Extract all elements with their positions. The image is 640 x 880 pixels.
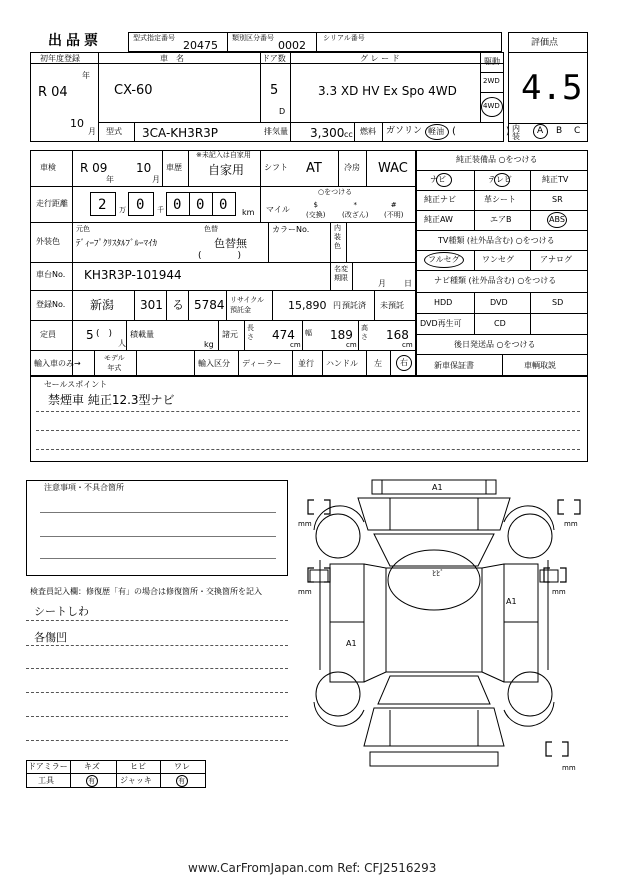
load-label: 積載量: [130, 330, 154, 339]
recycle-unpaid: 未預託: [380, 301, 404, 310]
car-name: CX-60: [114, 83, 153, 98]
meter-note: ○をつける: [318, 188, 353, 196]
legend-tools-have: 有: [88, 777, 95, 785]
notes-line1: シートしわ: [34, 605, 89, 618]
damage-mark: ﾋﾋﾞ: [432, 569, 444, 578]
capacity-unit: 人: [118, 339, 126, 348]
capacity-label: 定員: [40, 330, 56, 339]
navi-sd: SD: [552, 298, 564, 307]
equip-sr: SR: [552, 195, 563, 204]
recycle-label: リサイクル 預託金: [230, 296, 265, 314]
mm-label-rear: mm: [562, 764, 576, 772]
mileage-digit: 0: [173, 197, 182, 213]
ac-label: 冷房: [344, 163, 360, 172]
genuine-label: 純正装備品 ○をつける: [456, 155, 538, 164]
equip-airbag: エアB: [490, 215, 512, 224]
fuel-other-paren: ( ): [452, 126, 510, 137]
legend-jack: ジャッキ: [120, 776, 152, 785]
type-num-box: [128, 32, 228, 52]
serial-box: [316, 32, 502, 52]
width-label: 幅: [305, 329, 312, 337]
model-year-label: モデル 年式: [104, 354, 125, 372]
km-unit: km: [242, 208, 255, 217]
car-diagram: [290, 470, 600, 810]
ac-value: WAC: [378, 161, 408, 176]
sales-label: セールスポイント: [44, 380, 108, 389]
equip-navi: ナビ: [430, 175, 446, 184]
fuel-gasoline: ガソリン: [386, 126, 423, 136]
class-num-label: 類別区分番号: [232, 34, 274, 42]
notes-label: 注意事項・不具合箇所: [44, 483, 124, 492]
first-reg-month: 10: [70, 117, 84, 130]
equip-abs: ABS: [549, 215, 565, 224]
navi-label: ナビ種類 (社外品含む) ○をつける: [434, 276, 557, 285]
name-change-label: 名変期限: [334, 265, 348, 282]
first-reg-label: 初年度登録: [40, 54, 80, 63]
tv-label: TV種類 (社外品含む) ○をつける: [438, 236, 555, 245]
doors-value: 5: [270, 83, 279, 98]
interior-grade-a: A: [537, 126, 544, 136]
mileage-digit: 0: [219, 197, 228, 213]
meter-tampered: * (改ざん): [342, 201, 369, 219]
chassis-label: 車台No.: [36, 270, 66, 279]
fuel-label: 燃料: [360, 127, 376, 136]
model-label: 型式: [106, 127, 122, 136]
import-parallel: 並行: [298, 359, 314, 368]
capacity-value: 5: [86, 328, 94, 342]
score-value: 4.5: [521, 68, 583, 108]
width-value: 189: [330, 328, 353, 342]
capacity-paren: ( ): [96, 329, 113, 339]
orig-color-label: 元色: [76, 225, 90, 233]
notes-line2: 各傷凹: [34, 631, 67, 644]
navi-hdd: HDD: [434, 298, 453, 307]
meter-exchanged: $ (交換): [306, 201, 326, 219]
navi-dvd: DVD: [490, 298, 508, 307]
fuel-diesel: 軽油: [428, 127, 444, 136]
recycle-paid: 預託済: [342, 301, 366, 310]
import-label: 輸入車のみ→: [34, 359, 81, 368]
mileage-digits: [90, 192, 270, 218]
mileage-digit: 2: [98, 197, 107, 213]
inspection-month: 10: [136, 161, 152, 175]
recycle-value: 15,890: [288, 299, 327, 312]
equip-tv: テレビ: [488, 175, 512, 184]
dims-label: 諸元: [222, 330, 238, 339]
inspector-label: 検査員記入欄：修復歴「有」の場合は修復箇所・交換箇所を記入: [30, 587, 262, 596]
reg-class: 301: [140, 298, 163, 312]
drive-2wd: 2WD: [483, 77, 500, 85]
first-reg-year-unit: 年: [82, 71, 90, 80]
usage-note: ※未記入は自家用: [196, 151, 251, 159]
score-label: 評価点: [531, 38, 559, 48]
handle-right: 右: [400, 358, 408, 367]
reg-num: 5784: [194, 298, 225, 312]
name-change-day: 日: [404, 279, 412, 288]
type-num-value: 20475: [183, 39, 218, 52]
form-title: 出品票: [48, 33, 102, 49]
meter-unknown: # (不明): [384, 201, 404, 219]
mm-label-mirror-right: mm: [552, 588, 566, 596]
legend-hibi: ヒビ: [130, 762, 146, 771]
inspection-month-unit: 月: [152, 175, 160, 184]
grade-value: 3.3 XD HV Ex Spo 4WD: [318, 84, 457, 98]
equip-genuine-navi: 純正ナビ: [424, 195, 456, 204]
interior-label: 内装: [512, 124, 520, 141]
recycle-unit: 円: [333, 301, 341, 310]
drive-4wd: 4WD: [483, 102, 500, 110]
first-reg-month-unit: 月: [88, 127, 96, 136]
reg-label: 登録No.: [36, 300, 66, 309]
mileage-digit: 0: [136, 197, 145, 213]
tv-oneseg: ワンセグ: [482, 255, 514, 264]
handle-label: ハンドル: [326, 359, 358, 368]
length-value: 474: [272, 328, 295, 342]
inspection-year-unit: 年: [106, 175, 114, 184]
displacement-value: 3,300: [310, 126, 345, 140]
damage-mark: A1: [506, 597, 517, 606]
color-change-label: 色替: [204, 225, 218, 233]
height-label: 高さ: [361, 324, 368, 341]
navi-cd: CD: [494, 319, 506, 328]
color-label: 外装色: [36, 237, 60, 246]
inspection-era: R 09: [80, 161, 108, 175]
legend-jack-have: 有: [178, 777, 185, 785]
reg-area: 新潟: [90, 298, 115, 312]
usage-value: 自家用: [208, 163, 245, 177]
first-reg-era: R 04: [38, 85, 68, 100]
length-label: 長さ: [247, 324, 254, 341]
later-warranty: 新車保証書: [434, 361, 474, 370]
import-dealer: ディーラー: [242, 359, 282, 368]
navi-dvd-play: DVD再生可: [420, 319, 462, 328]
color-change-value: 色替無: [214, 237, 247, 250]
height-value: 168: [386, 328, 409, 342]
mm-label-front-right: mm: [564, 520, 578, 528]
length-unit: cm: [290, 341, 301, 349]
footer-watermark: www.CarFromJapan.com Ref: CFJ2516293: [188, 861, 437, 875]
inspection-label: 車検: [40, 163, 56, 172]
sales-text: 禁煙車 純正12.3型ナビ: [48, 393, 175, 407]
meter-label: マイル: [266, 205, 290, 214]
shift-value: AT: [306, 161, 322, 176]
mm-label-mirror-left: mm: [298, 588, 312, 596]
reg-kana: る: [172, 298, 185, 312]
drive-label: 駆動: [484, 57, 500, 66]
handle-left: 左: [374, 359, 382, 368]
later-label: 後日発送品 ○をつける: [454, 340, 536, 349]
equip-genuine-aw: 純正AW: [424, 215, 453, 224]
height-unit: cm: [402, 341, 413, 349]
shift-label: シフト: [264, 163, 288, 172]
name-change-month: 月: [378, 279, 386, 288]
notes-box: [26, 480, 288, 576]
interior-grade-c: C: [574, 126, 581, 136]
mileage-man-unit: 万: [119, 206, 126, 214]
damage-mark: A1: [432, 483, 443, 492]
orig-color-value: ﾃﾞｨｰﾌﾟｸﾘｽﾀﾙﾌﾞﾙｰﾏｲｶ: [76, 239, 158, 249]
tv-analog: アナログ: [540, 255, 572, 264]
interior-grade-b: B: [556, 126, 563, 136]
width-unit: cm: [346, 341, 357, 349]
usage-label: 車歴: [166, 163, 182, 172]
displacement-unit: cc: [344, 130, 353, 139]
serial-label: シリアル番号: [323, 34, 365, 42]
class-num-box: [227, 32, 317, 52]
name-label: 車 名: [160, 54, 184, 63]
mm-label-front-left: mm: [298, 520, 312, 528]
doors-label: ドア数: [262, 54, 286, 63]
color-code-label: カラーNo.: [272, 225, 310, 234]
type-num-label: 型式指定番号: [133, 34, 175, 42]
equip-genuine-tv: 純正TV: [542, 175, 569, 184]
interior-color-label: 内装色: [334, 224, 341, 250]
mileage-sen-unit: 千: [157, 206, 164, 214]
model-value: 3CA-KH3R3P: [142, 126, 219, 140]
class-num-value: 0002: [278, 39, 306, 52]
import-type-label: 輸入区分: [198, 359, 230, 368]
load-unit: kg: [204, 340, 214, 349]
chassis-value: KH3R3P-101944: [84, 268, 182, 282]
legend-ware: ワレ: [174, 762, 190, 771]
legend-mirror: ドアミラー: [28, 762, 68, 771]
equip-leather: 革シート: [484, 195, 516, 204]
color-change-paren: ( ): [198, 251, 242, 261]
damage-mark: A1: [346, 639, 357, 648]
mileage-digit: 0: [196, 197, 205, 213]
mileage-label: 走行距離: [36, 199, 68, 208]
interior-grade-row: [508, 122, 588, 142]
legend-tools: 工具: [38, 776, 54, 785]
later-manual: 車輌取説: [524, 361, 556, 370]
tv-fullseg: フルセグ: [428, 255, 460, 264]
grade-label: グ レ ー ド: [360, 54, 400, 63]
doors-suffix: D: [279, 107, 286, 116]
displacement-label: 排気量: [264, 127, 288, 136]
legend-kizu: キズ: [84, 762, 100, 771]
